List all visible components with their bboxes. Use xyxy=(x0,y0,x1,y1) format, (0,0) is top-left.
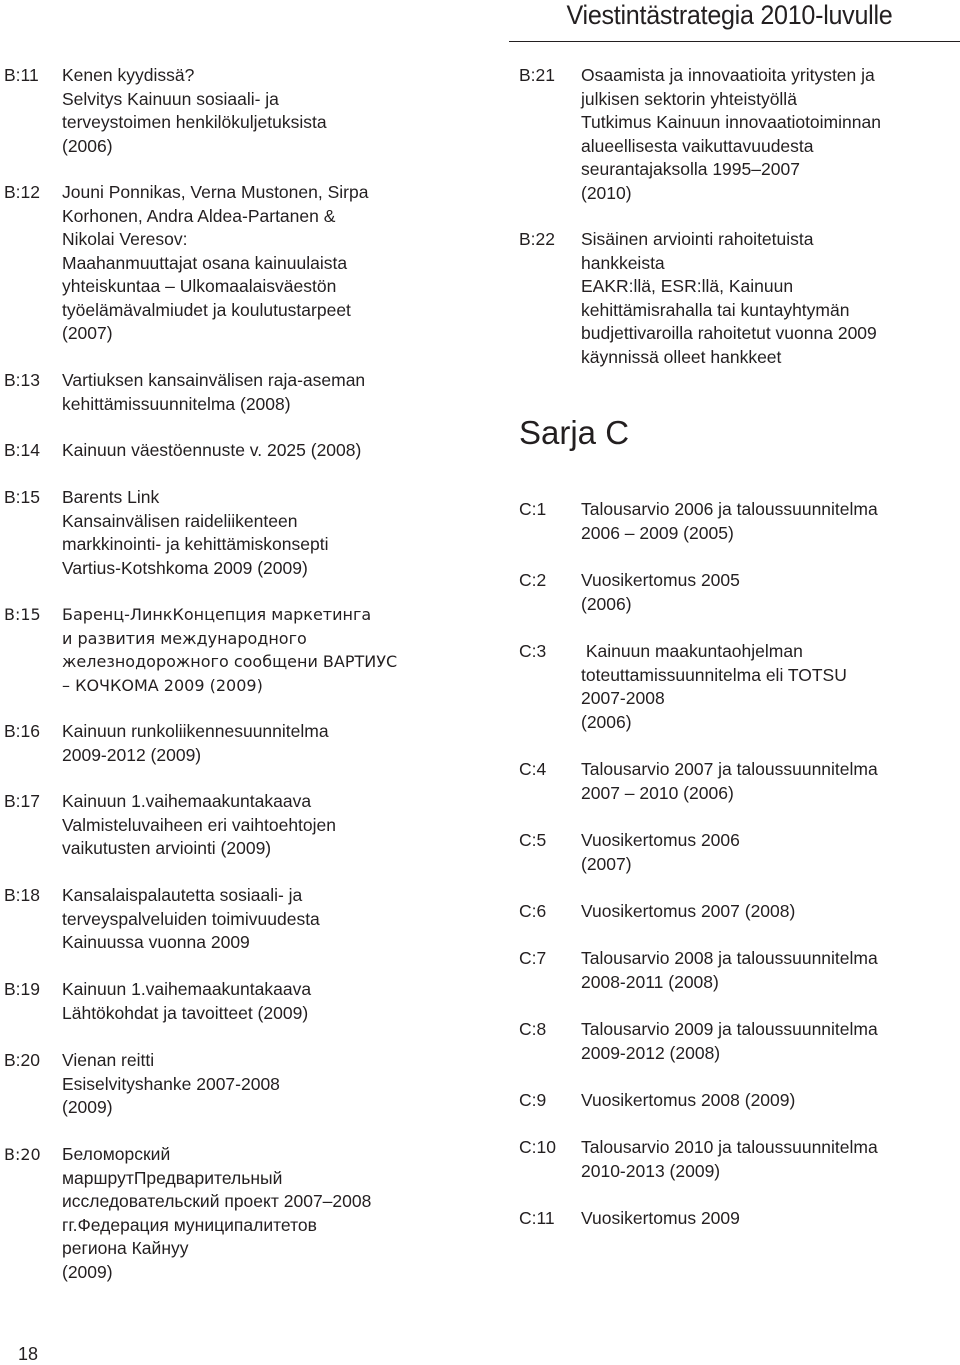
entry-line: Nikolai Veresov: xyxy=(62,229,188,249)
entry-line: Sisäinen arviointi rahoitetuista xyxy=(581,229,814,249)
entry-code: B:14 xyxy=(4,440,40,460)
entry-line: Kainuun 1.vaihemaakuntakaava xyxy=(62,791,312,811)
entry-line: гг.Федерация муниципалитетов xyxy=(62,1214,317,1235)
entry-line: Talousarvio 2010 ja taloussuunnitelma xyxy=(581,1137,878,1157)
entry-line: Kansainvälisen raideliikenteen xyxy=(62,510,298,531)
publication-entry xyxy=(519,758,949,829)
entry-code: B:22 xyxy=(519,229,555,249)
entry-line: (2010) xyxy=(581,182,632,203)
entry-line: Vartiuksen kansainvälisen raja-aseman xyxy=(62,370,366,390)
page-number: 18 xyxy=(18,1344,39,1364)
entry-line: маршрутПредварительный xyxy=(62,1167,283,1188)
entry-line: Valmisteluvaiheen eri vaihtoehtojen xyxy=(62,814,337,835)
publication-entry xyxy=(519,900,949,947)
entry-line: (2006) xyxy=(581,593,632,614)
publication-entry xyxy=(519,569,949,640)
publication-entry xyxy=(519,1089,949,1136)
entry-line: Talousarvio 2007 ja taloussuunnitelma xyxy=(581,759,878,779)
entry-line: 2009-2012 (2009) xyxy=(62,744,202,765)
publication-entry xyxy=(4,1049,444,1143)
entry-line: terveyspalveluiden toimivuudesta xyxy=(62,908,320,929)
entry-line: Talousarvio 2008 ja taloussuunnitelma xyxy=(581,948,878,968)
entry-line: 2007-2008 xyxy=(581,688,665,708)
entry-code: B:11 xyxy=(4,65,39,85)
entry-line: Barents Link xyxy=(62,487,160,507)
entry-code: C:10 xyxy=(519,1137,556,1157)
entry-line: EAKR:llä, ESR:llä, Kainuun xyxy=(581,276,794,296)
entry-code: C:6 xyxy=(519,901,547,921)
entry-code: B:19 xyxy=(4,979,40,999)
publication-entry xyxy=(4,720,444,790)
entry-line: Selvitys Kainuun sosiaali- ja xyxy=(62,88,279,109)
entry-line: markkinointi- ja kehittämiskonsepti xyxy=(62,534,329,554)
entry-line: terveystoimen henkilökuljetuksista xyxy=(62,112,327,132)
entry-line: julkisen sektorin yhteistyöllä xyxy=(581,88,797,109)
entry-line: Vuosikertomus 2005 xyxy=(581,570,740,590)
entry-line: Vuosikertomus 2009 xyxy=(581,1208,740,1228)
entry-line: исследовательский проект 2007–2008 xyxy=(62,1191,372,1211)
publication-entry xyxy=(519,1207,949,1254)
publication-entry xyxy=(519,498,949,569)
entry-line: (2006) xyxy=(62,135,113,156)
right-column-series-c xyxy=(519,498,949,1254)
entry-line: käynnissä olleet hankkeet xyxy=(581,346,782,367)
entry-code: C:4 xyxy=(519,759,547,779)
entry-code: B:12 xyxy=(4,182,40,202)
header-rule xyxy=(509,41,960,42)
entry-line: Esiselvityshanke 2007-2008 xyxy=(62,1073,280,1094)
entry-line: 2008-2011 (2008) xyxy=(581,971,719,992)
publication-entry xyxy=(519,640,949,758)
entry-line: kehittämissuunnitelma (2008) xyxy=(62,393,291,414)
publication-entry xyxy=(4,439,444,486)
running-header-title: Viestintästrategia 2010-luvulle xyxy=(566,0,892,30)
entry-code: B:20 xyxy=(4,1145,41,1164)
entry-line: seurantajaksolla 1995–2007 xyxy=(581,159,800,179)
entry-line: Jouni Ponnikas, Verna Mustonen, Sirpa xyxy=(62,182,369,202)
entry-code: C:7 xyxy=(519,948,547,968)
entry-line: и развития международного xyxy=(62,628,307,648)
publication-entry xyxy=(4,603,444,720)
entry-line: työelämävalmiudet ja koulutustarpeet xyxy=(62,299,351,320)
entry-code: C:3 xyxy=(519,641,547,661)
entry-line: (2007) xyxy=(62,323,113,343)
publication-entry xyxy=(4,181,444,369)
entry-line: Vartius-Kotshkoma 2009 (2009) xyxy=(62,557,308,578)
publication-entry xyxy=(519,829,949,900)
entry-line: 2009-2012 (2008) xyxy=(581,1042,721,1063)
publication-entry xyxy=(519,64,949,228)
entry-line: Korhonen, Andra Aldea-Partanen & xyxy=(62,205,336,226)
entry-line: (2006) xyxy=(581,711,632,732)
entry-code: C:1 xyxy=(519,499,547,519)
entry-line: toteuttamissuunnitelma eli TOTSU xyxy=(581,664,847,685)
entry-code: B:17 xyxy=(4,791,40,811)
entry-line: (2009) xyxy=(62,1097,113,1117)
entry-line: Talousarvio 2006 ja taloussuunnitelma xyxy=(581,499,878,519)
entry-line: kehittämisrahalla tai kuntayhtymän xyxy=(581,299,850,320)
entry-line: Kainuun väestöennuste v. 2025 (2008) xyxy=(62,440,362,460)
entry-line: Vuosikertomus 2008 (2009) xyxy=(581,1090,796,1110)
entry-code: C:8 xyxy=(519,1019,547,1039)
entry-code: B:18 xyxy=(4,885,40,905)
publication-entry xyxy=(519,1136,949,1207)
entry-line: региона Кайнуу xyxy=(62,1238,189,1258)
entry-code: C:2 xyxy=(519,570,547,590)
entry-line: alueellisesta vaikuttavuudesta xyxy=(581,135,814,156)
entry-code: C:9 xyxy=(519,1090,547,1110)
entry-code: B:20 xyxy=(4,1050,40,1070)
entry-code: C:5 xyxy=(519,830,547,850)
entry-line: Kainuun runkoliikennesuunnitelma xyxy=(62,721,329,741)
entry-code: B:13 xyxy=(4,370,40,390)
publication-entry xyxy=(4,64,444,181)
entry-code: B:15 xyxy=(4,487,40,507)
entry-line: – КОЧКОМА 2009 (2009) xyxy=(62,675,263,695)
entry-line: Kainuun maakuntaohjelman xyxy=(581,641,803,661)
entry-line: 2006 – 2009 (2005) xyxy=(581,522,734,543)
entry-line: 2007 – 2010 (2006) xyxy=(581,782,734,803)
entry-line: Vienan reitti xyxy=(62,1050,155,1070)
entry-line: budjettivaroilla rahoitetut vuonna 2009 xyxy=(581,323,877,343)
right-column-series-b xyxy=(519,64,949,369)
entry-line: Kainuussa vuonna 2009 xyxy=(62,932,250,952)
publication-entry xyxy=(4,978,444,1049)
entry-line: Osaamista ja innovaatioita yritysten ja xyxy=(581,65,875,85)
entry-code: B:15 xyxy=(4,605,41,624)
publication-entry xyxy=(519,1018,949,1089)
left-column xyxy=(4,64,444,1288)
entry-line: Maahanmuuttajat osana kainuulaista xyxy=(62,252,348,273)
entry-line: Tutkimus Kainuun innovaatiotoiminnan xyxy=(581,112,881,132)
entry-line: Kenen kyydissä? xyxy=(62,65,195,85)
entry-code: B:21 xyxy=(519,65,555,85)
entry-line: Lähtökohdat ja tavoitteet (2009) xyxy=(62,1002,309,1023)
entry-line: Vuosikertomus 2007 (2008) xyxy=(581,901,796,921)
publication-entry xyxy=(4,1143,444,1288)
entry-line: (2007) xyxy=(581,853,632,874)
section-heading: Sarja C xyxy=(519,414,630,451)
entry-line: vaikutusten arviointi (2009) xyxy=(62,838,272,858)
publication-entry xyxy=(4,486,444,603)
entry-line: yhteiskuntaa – Ulkomaalaisväestön xyxy=(62,276,337,296)
entry-line: (2009) xyxy=(62,1261,113,1282)
entry-line: Баренц-ЛинкКонцепция маркетинга xyxy=(62,605,372,624)
entry-line: Беломорский xyxy=(62,1144,171,1164)
entry-line: Kainuun 1.vaihemaakuntakaava xyxy=(62,979,312,999)
entry-line: Vuosikertomus 2006 xyxy=(581,830,740,850)
publication-entry xyxy=(519,228,949,369)
entry-line: 2010-2013 (2009) xyxy=(581,1160,721,1181)
entry-line: Talousarvio 2009 ja taloussuunnitelma xyxy=(581,1019,878,1039)
entry-line: Kansalaispalautetta sosiaali- ja xyxy=(62,885,303,905)
publication-entry xyxy=(4,369,444,439)
entry-code: B:16 xyxy=(4,721,40,741)
entry-code: C:11 xyxy=(519,1208,555,1228)
publication-entry xyxy=(4,884,444,978)
publication-entry xyxy=(4,790,444,884)
entry-line: hankkeista xyxy=(581,252,665,273)
publication-entry xyxy=(519,947,949,1018)
entry-line: железнодорожного сообщени ВАРТИУС xyxy=(62,652,398,671)
